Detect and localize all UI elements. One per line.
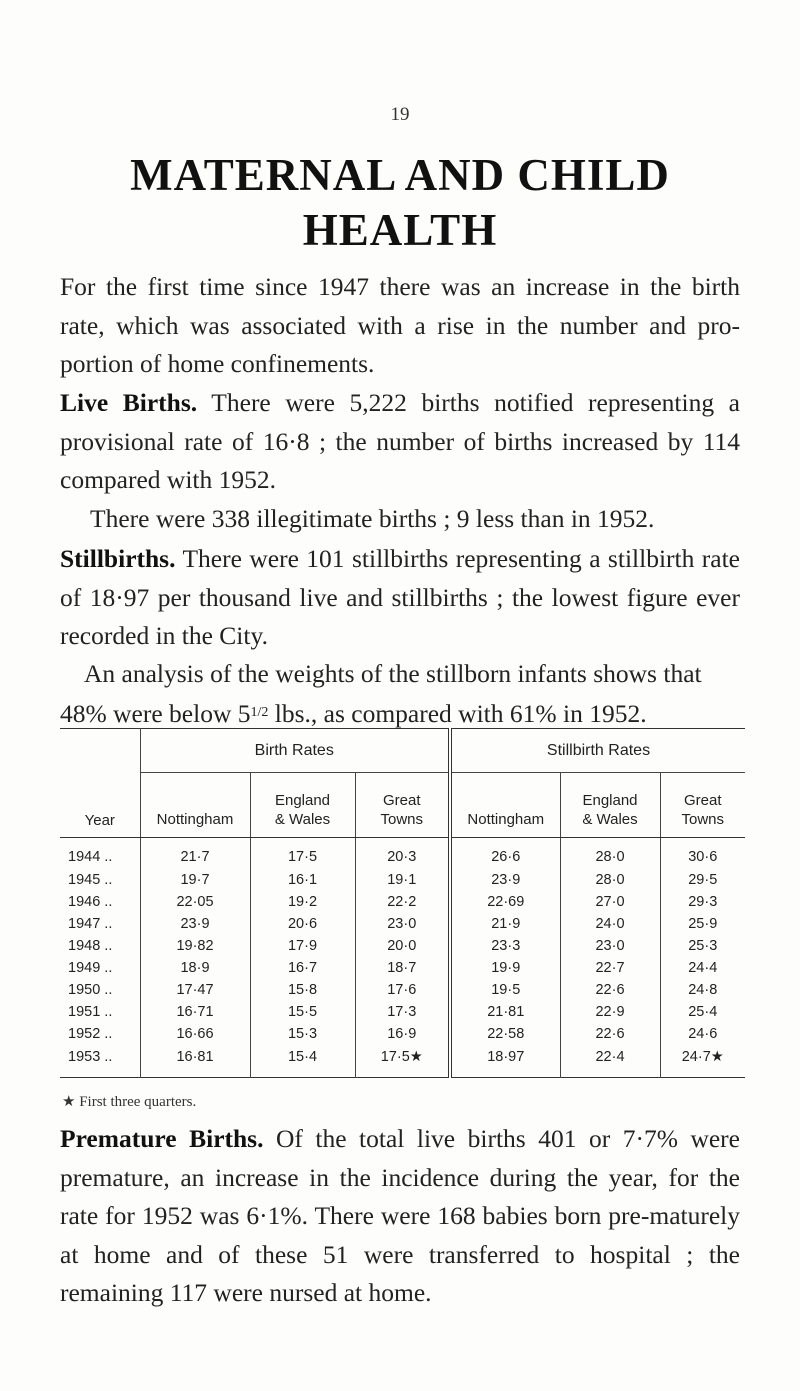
table-cell-year: 1951 .. bbox=[60, 1001, 140, 1023]
table-cell-se: 22·6 bbox=[560, 979, 660, 1001]
table-cell-year: 1945 .. bbox=[60, 869, 140, 891]
still-nottingham-header: Nottingham bbox=[450, 773, 560, 838]
still-great-line-2: Towns bbox=[681, 811, 725, 828]
table-cell-year: 1952 .. bbox=[60, 1023, 140, 1045]
table-row bbox=[60, 935, 745, 957]
weights-fraction: 1/2 bbox=[250, 704, 269, 720]
birth-rates-header: Birth Rates bbox=[140, 729, 450, 773]
table-row bbox=[60, 957, 745, 979]
weights-paragraph bbox=[60, 655, 740, 733]
premature-births-text: Of the total live births 401 or 7·7% were premature, an increase in the incidence during the year, for the rate for 1952 was 6·1%. There were 168 babies born pre-maturely at home and of these 51 were transferred to hospital ; the remaining 117 were nursed at home. bbox=[60, 1124, 740, 1307]
table-row bbox=[60, 1001, 745, 1023]
table-cell-bg: 20·3 bbox=[355, 838, 450, 870]
stillbirths-paragraph bbox=[60, 540, 740, 656]
table-cell-bg: 16·9 bbox=[355, 1023, 450, 1045]
page-title-line-1: MATERNAL AND CHILD bbox=[130, 150, 670, 200]
still-great-line-1: Great bbox=[683, 792, 722, 809]
table-cell-sn: 22·69 bbox=[450, 891, 560, 913]
table-cell-bg: 19·1 bbox=[355, 869, 450, 891]
page-title-line-2: HEALTH bbox=[302, 205, 498, 255]
page-title bbox=[0, 148, 800, 258]
table-cell-bg: 18·7 bbox=[355, 957, 450, 979]
table-row bbox=[60, 913, 745, 935]
table-cell-sg: 29·3 bbox=[688, 893, 718, 910]
table-cell-bn: 17·47 bbox=[140, 979, 250, 1001]
table-cell-be: 19·2 bbox=[250, 891, 355, 913]
live-births-paragraph bbox=[60, 384, 740, 500]
rates-table-wrapper bbox=[60, 728, 745, 1078]
table-cell-bn: 16·66 bbox=[140, 1023, 250, 1045]
table-cell-be: 15·5 bbox=[250, 1001, 355, 1023]
table-cell-be: 16·7 bbox=[250, 957, 355, 979]
birth-great-towns-header bbox=[355, 773, 450, 838]
table-cell-sg: 24·4 bbox=[688, 959, 718, 976]
table-cell-sg: 25·9 bbox=[688, 915, 718, 932]
table-cell-sn: 21·81 bbox=[450, 1001, 560, 1023]
table-row bbox=[60, 869, 745, 891]
table-cell-sg: 24·8 bbox=[688, 981, 718, 998]
rates-table-body bbox=[60, 838, 745, 1078]
table-cell-bg: 22·2 bbox=[355, 891, 450, 913]
birth-great-line-1: Great bbox=[382, 792, 421, 809]
table-cell-sg: 25·3 bbox=[688, 937, 718, 954]
table-cell-be: 15·4 bbox=[250, 1046, 355, 1078]
live-births-heading: Live Births. bbox=[60, 388, 198, 417]
table-cell-se: 28·0 bbox=[560, 869, 660, 891]
birth-nottingham-header: Nottingham bbox=[140, 773, 250, 838]
table-cell-sn: 19·5 bbox=[450, 979, 560, 1001]
still-england-line-2: & Wales bbox=[582, 811, 638, 828]
table-cell-se: 23·0 bbox=[560, 935, 660, 957]
table-cell-bg: 17·5★ bbox=[355, 1046, 450, 1078]
table-cell-sg: 29·5 bbox=[688, 871, 718, 888]
table-cell-year: 1948 .. bbox=[60, 935, 140, 957]
table-cell-bn: 18·9 bbox=[140, 957, 250, 979]
table-cell-bg: 23·0 bbox=[355, 913, 450, 935]
premature-births-heading: Premature Births. bbox=[60, 1124, 264, 1153]
table-cell-se: 22·7 bbox=[560, 957, 660, 979]
table-cell-bn: 22·05 bbox=[140, 891, 250, 913]
still-england-wales-header bbox=[560, 773, 660, 838]
table-cell-bg: 17·3 bbox=[355, 1001, 450, 1023]
table-cell-se: 22·6 bbox=[560, 1023, 660, 1045]
table-cell-sn: 23·9 bbox=[450, 869, 560, 891]
table-cell-sn: 26·6 bbox=[450, 838, 560, 870]
table-cell-se: 27·0 bbox=[560, 891, 660, 913]
table-cell-be: 15·8 bbox=[250, 979, 355, 1001]
still-great-towns-header bbox=[660, 773, 745, 838]
table-cell-year: 1947 .. bbox=[60, 913, 140, 935]
table-cell-be: 20·6 bbox=[250, 913, 355, 935]
table-cell-be: 15·3 bbox=[250, 1023, 355, 1045]
table-cell-bn: 16·71 bbox=[140, 1001, 250, 1023]
birth-great-line-2: Towns bbox=[380, 811, 424, 828]
table-cell-year: 1946 .. bbox=[60, 891, 140, 913]
stillbirths-heading: Stillbirths. bbox=[60, 544, 176, 573]
stillbirth-rates-header: Stillbirth Rates bbox=[546, 741, 651, 759]
table-cell-year: 1944 .. bbox=[60, 838, 140, 870]
birth-england-line-1: England bbox=[274, 792, 331, 809]
birth-england-wales-header bbox=[250, 773, 355, 838]
table-cell-bn: 16·81 bbox=[140, 1046, 250, 1078]
table-footnote: ★ First three quarters. bbox=[62, 1094, 197, 1110]
year-header: Year bbox=[60, 729, 140, 838]
table-cell-bn: 21·7 bbox=[140, 838, 250, 870]
page-number: 19 bbox=[390, 104, 410, 125]
illegitimate-paragraph: There were 338 illegitimate births ; 9 less than in 1952. bbox=[90, 504, 655, 533]
table-cell-be: 17·5 bbox=[250, 838, 355, 870]
table-cell-year: 1953 .. bbox=[60, 1046, 140, 1078]
still-england-line-1: England bbox=[582, 792, 638, 809]
table-cell-sg: 30·6 bbox=[688, 849, 718, 866]
table-cell-year: 1949 .. bbox=[60, 957, 140, 979]
table-cell-sn: 23·3 bbox=[450, 935, 560, 957]
table-cell-se: 22·9 bbox=[560, 1001, 660, 1023]
weights-text-before: An analysis of the weights of the stillborn infants shows that 48% were below 5 bbox=[60, 659, 702, 728]
table-cell-bg: 20·0 bbox=[355, 935, 450, 957]
table-cell-year: 1950 .. bbox=[60, 979, 140, 1001]
table-cell-be: 16·1 bbox=[250, 869, 355, 891]
table-cell-sg: 25·4 bbox=[688, 1003, 718, 1020]
table-cell-se: 28·0 bbox=[560, 838, 660, 870]
stillbirths-text: There were 101 stillbirths representing a stillbirth rate of 18·97 per thousand live and stillbirths ; the lowest figure ever recorded in the City. bbox=[60, 544, 740, 650]
table-cell-be: 17·9 bbox=[250, 935, 355, 957]
table-row bbox=[60, 1046, 745, 1078]
table-cell-sg: 24·6 bbox=[688, 1025, 718, 1042]
table-cell-se: 22·4 bbox=[560, 1046, 660, 1078]
table-cell-sn: 22·58 bbox=[450, 1023, 560, 1045]
table-cell-sn: 19·9 bbox=[450, 957, 560, 979]
table-row bbox=[60, 891, 745, 913]
table-row bbox=[60, 979, 745, 1001]
table-cell-bn: 23·9 bbox=[140, 913, 250, 935]
weights-text-after: lbs., as compared with 61% in 1952. bbox=[268, 698, 647, 728]
table-cell-sn: 18·97 bbox=[450, 1046, 560, 1078]
table-cell-bn: 19·82 bbox=[140, 935, 250, 957]
live-births-text: There were 5,222 births notified representing a provisional rate of 16·8 ; the number of births increased by 114 compared with 1952. bbox=[60, 388, 740, 494]
table-cell-sg: 24·7★ bbox=[681, 1048, 724, 1065]
intro-paragraph: For the first time since 1947 there was an increase in the birth rate, which was associated with a rise in the number and pro-portion of home confinements. bbox=[60, 272, 740, 378]
birth-england-line-2: & Wales bbox=[274, 811, 331, 828]
table-cell-sn: 21·9 bbox=[450, 913, 560, 935]
table-row bbox=[60, 838, 745, 870]
rates-table bbox=[60, 728, 745, 1078]
premature-births-paragraph bbox=[60, 1120, 740, 1313]
table-cell-se: 24·0 bbox=[560, 913, 660, 935]
table-cell-bg: 17·6 bbox=[355, 979, 450, 1001]
table-cell-bn: 19·7 bbox=[140, 869, 250, 891]
table-row bbox=[60, 1023, 745, 1045]
